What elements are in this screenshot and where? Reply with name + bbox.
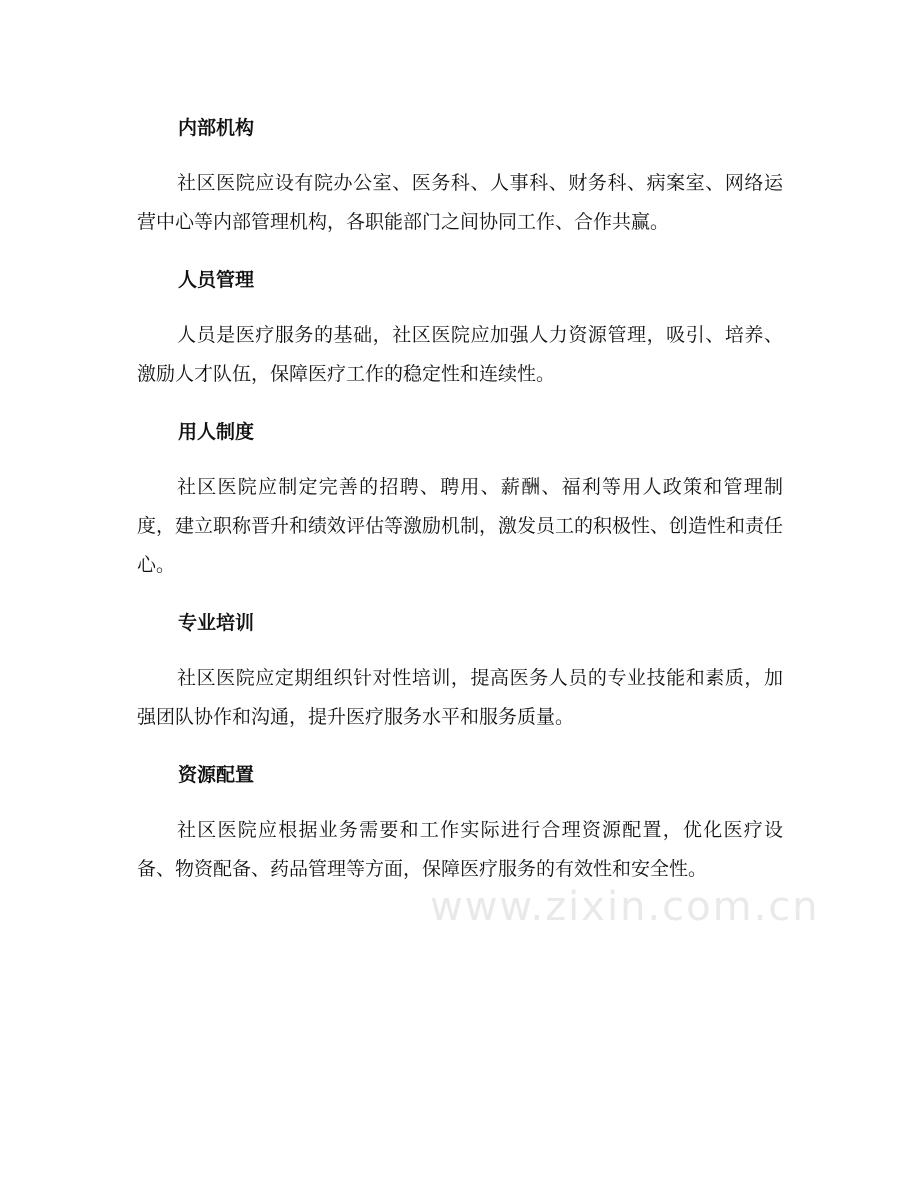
section-body-professional-training: 社区医院应定期组织针对性培训，提高医务人员的专业技能和素质，加强团队协作和沟通，提升医疗服务水平和服务质量。 xyxy=(137,667,783,728)
section-body-personnel-management: 人员是医疗服务的基础，社区医院应加强人力资源管理，吸引、培养、激励人才队伍，保障医疗工作的稳定性和连续性。 xyxy=(137,324,783,385)
document-content xyxy=(137,108,783,907)
section-heading-employment-system: 用人制度 xyxy=(178,421,255,443)
section-heading-personnel-management: 人员管理 xyxy=(178,269,255,291)
section-body-employment-system: 社区医院应制定完善的招聘、聘用、薪酬、福利等用人政策和管理制度，建立职称晋升和绩效评估等激励机制，激发员工的积极性、创造性和责任心。 xyxy=(137,476,784,576)
section-body-internal-organization: 社区医院应设有院办公室、医务科、人事科、财务科、病案室、网络运营中心等内部管理机构，各职能部门之间协同工作、合作共赢。 xyxy=(137,172,783,233)
section-heading-resource-allocation: 资源配置 xyxy=(178,764,255,786)
section-body-resource-allocation: 社区医院应根据业务需要和工作实际进行合理资源配置，优化医疗设备、物资配备、药品管理等方面，保障医疗服务的有效性和安全性。 xyxy=(137,819,783,880)
section-heading-internal-organization: 内部机构 xyxy=(178,117,255,139)
section-heading-professional-training: 专业培训 xyxy=(178,612,255,634)
watermark-text: www.zixin.com.cn xyxy=(430,884,820,930)
